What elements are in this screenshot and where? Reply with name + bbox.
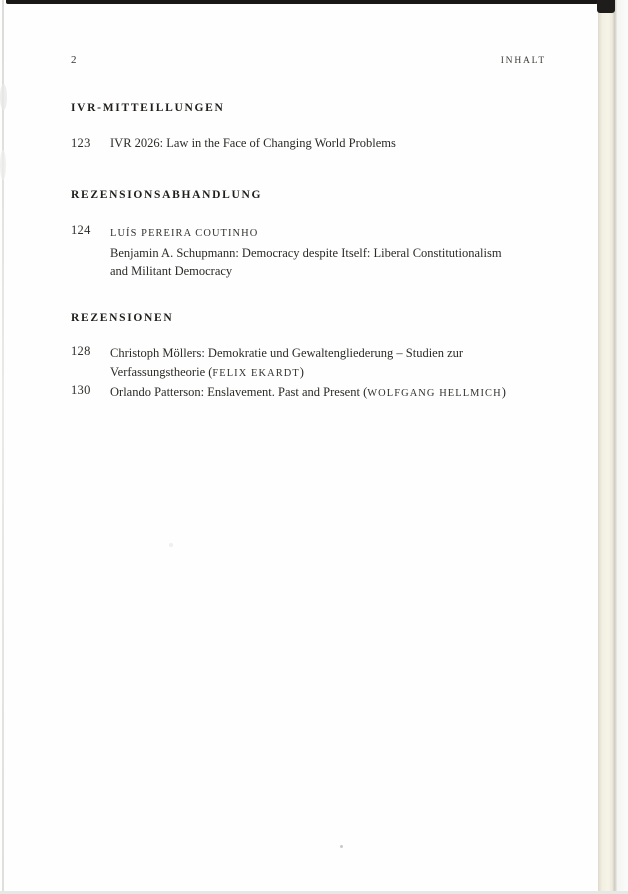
entry-page-number: 124 bbox=[71, 223, 91, 237]
entry-title-line: Christoph Möllers: Demokratie und Gewaltengliederung – Studien zur bbox=[110, 346, 464, 360]
toc-entry bbox=[71, 223, 588, 281]
toc-entry bbox=[71, 344, 588, 383]
entry-title: IVR 2026: Law in the Face of Changing World Problems bbox=[110, 136, 396, 150]
entry-page-number: 128 bbox=[71, 344, 91, 358]
section-heading-ivr-mitteilungen: IVR-MITTEILLUNGEN bbox=[71, 102, 225, 114]
entry-reviewer: WOLFGANG HELLMICH bbox=[367, 388, 502, 400]
entry-title-line: Orlando Patterson: Enslavement. Past and Present (WOLFGANG HELLMICH) bbox=[110, 385, 506, 400]
toc-entry bbox=[71, 383, 588, 404]
entry-title-line: and Militant Democracy bbox=[110, 264, 233, 279]
section-entries-rezensionen bbox=[71, 344, 588, 404]
entry-page-number: 123 bbox=[71, 136, 91, 150]
entry-title-line: Verfassungstheorie (FELIX EKARDT) bbox=[110, 364, 304, 379]
page-header bbox=[71, 54, 546, 66]
running-header: INHALT bbox=[500, 56, 546, 66]
entry-reviewer: FELIX EKARDT bbox=[212, 367, 300, 379]
entry-author: LUÍS PEREIRA COUTINHO bbox=[110, 228, 259, 239]
entry-title-line: Benjamin A. Schupmann: Democracy despite Itself: Liberal Constitutionalism bbox=[110, 245, 502, 260]
section-heading-rezensionsabhandlung: REZENSIONSABHANDLUNG bbox=[71, 189, 263, 201]
section-heading-rezensionen: REZENSIONEN bbox=[71, 312, 174, 324]
toc-entry bbox=[71, 136, 588, 150]
page-number: 2 bbox=[71, 54, 77, 66]
section-entries-ivr-mitteilungen bbox=[71, 136, 588, 150]
section-entries-rezensionsabhandlung bbox=[71, 223, 588, 281]
entry-page-number: 130 bbox=[71, 383, 91, 398]
